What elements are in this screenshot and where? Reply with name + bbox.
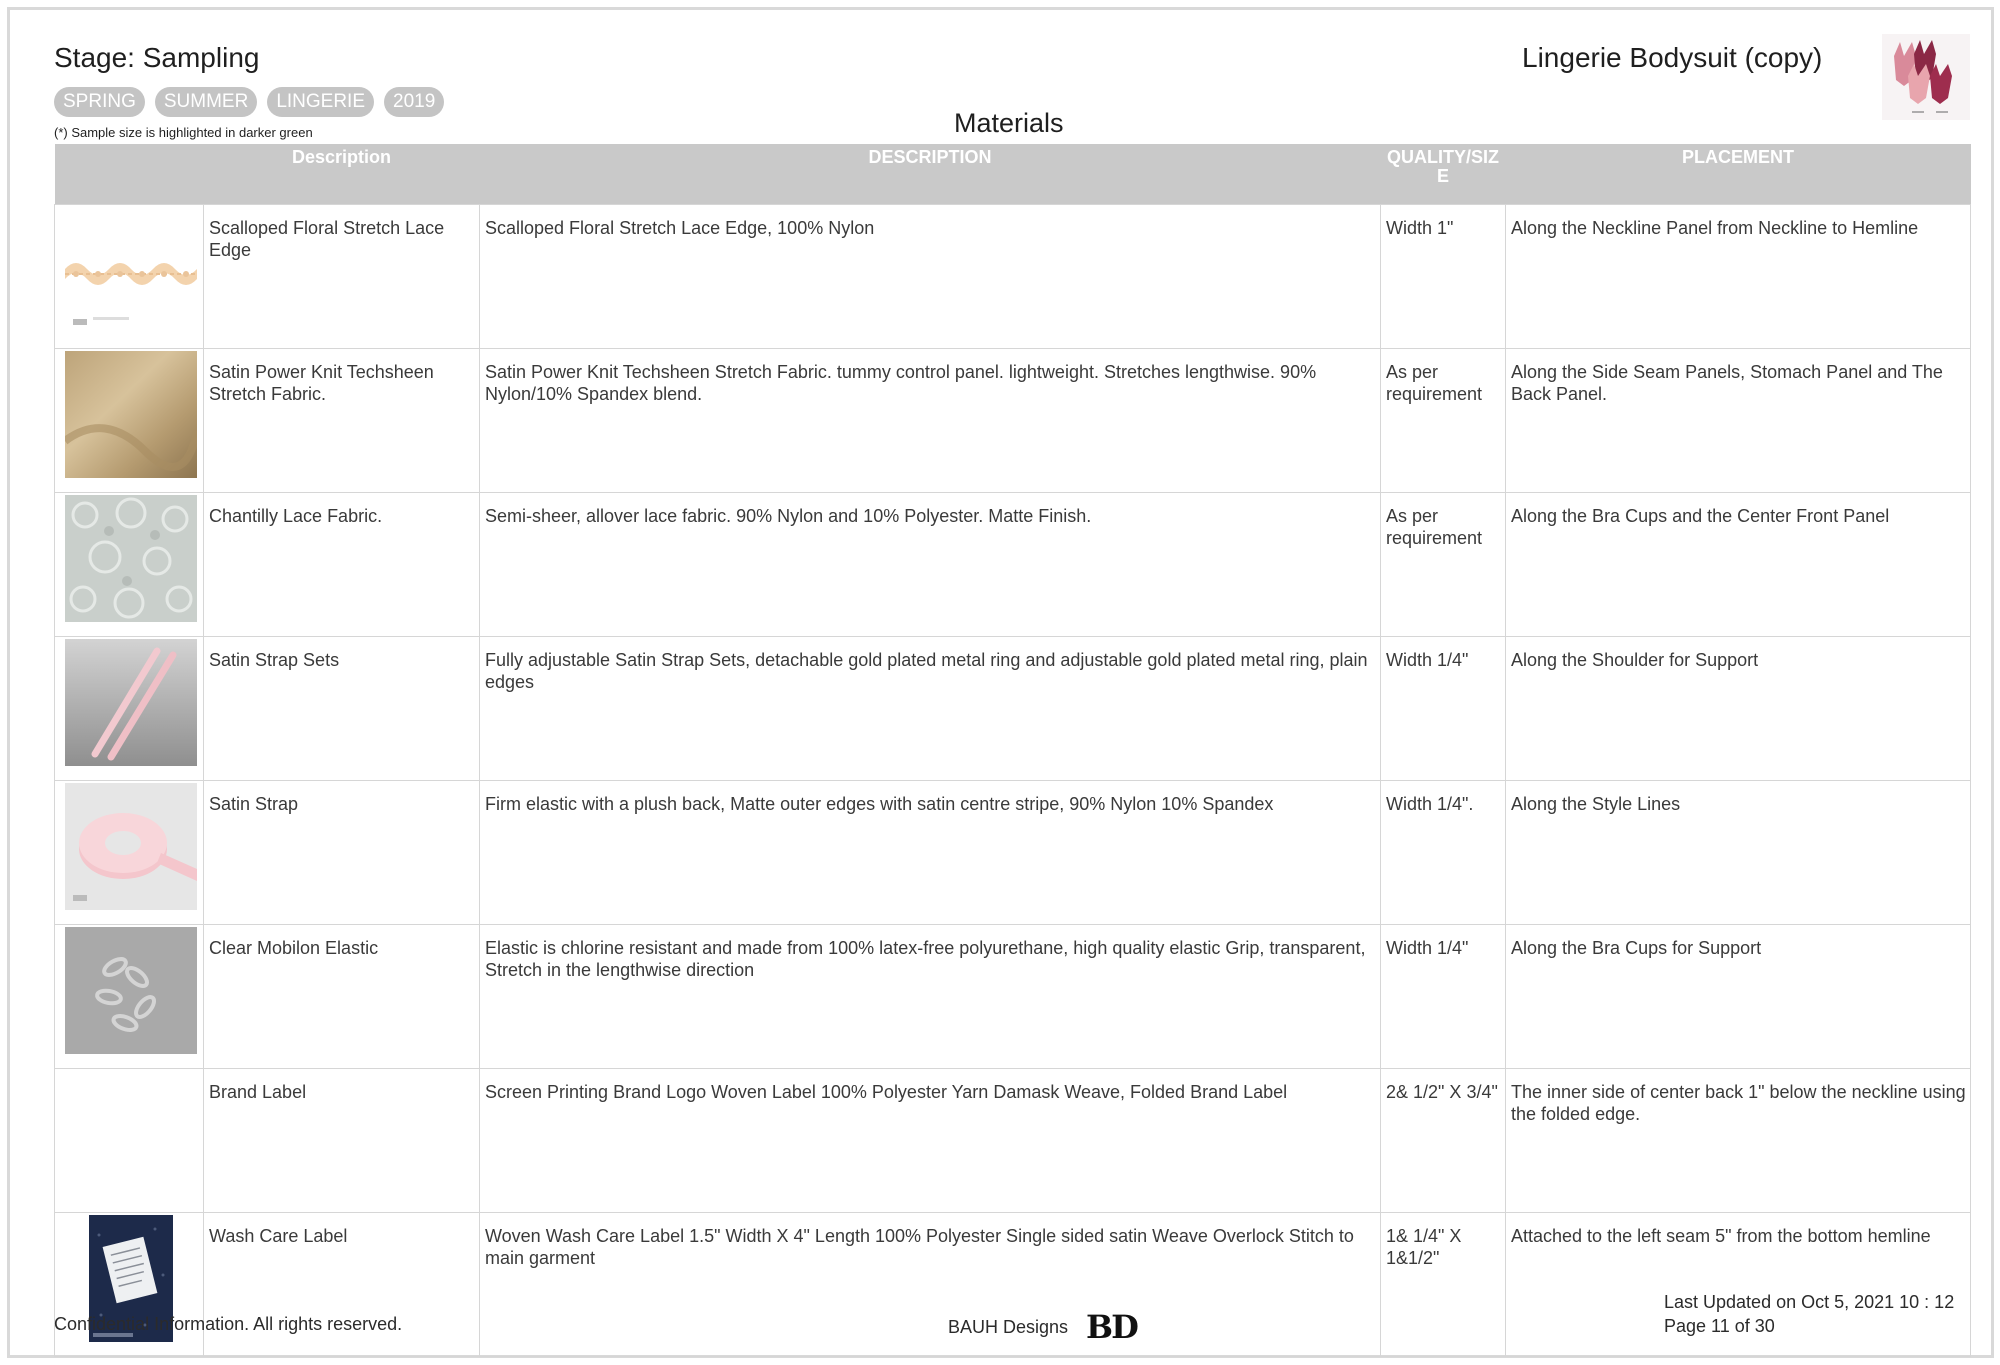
table-row bbox=[55, 205, 1971, 349]
column-header-placement: PLACEMENT bbox=[1506, 144, 1971, 205]
material-quality-size: Width 1/4" bbox=[1381, 925, 1506, 1069]
table-row bbox=[55, 637, 1971, 781]
brand-logo: BD bbox=[1086, 1308, 1137, 1346]
material-quality-size: Width 1/4". bbox=[1381, 781, 1506, 925]
material-name: Clear Mobilon Elastic bbox=[204, 925, 480, 1069]
table-row bbox=[55, 781, 1971, 925]
material-description: Firm elastic with a plush back, Matte outer edges with satin centre stripe, 90% Nylon 10% Spandex bbox=[480, 781, 1381, 925]
material-placement: Attached to the left seam 5" from the bottom hemline bbox=[1506, 1213, 1971, 1357]
material-name: Satin Power Knit Techsheen Stretch Fabric. bbox=[204, 349, 480, 493]
table-row bbox=[55, 349, 1971, 493]
tag-spring[interactable]: SPRING bbox=[54, 87, 145, 117]
tag-year[interactable]: 2019 bbox=[384, 87, 444, 117]
table-row bbox=[55, 493, 1971, 637]
column-header-description: DESCRIPTION bbox=[480, 144, 1381, 205]
bodysuit-sketch-icon bbox=[1882, 34, 1970, 120]
last-updated: Last Updated on Oct 5, 2021 10 : 12 bbox=[1664, 1292, 1955, 1312]
material-name: Satin Strap Sets bbox=[204, 637, 480, 781]
material-placement: Along the Bra Cups and the Center Front Panel bbox=[1506, 493, 1971, 637]
tag-summer[interactable]: SUMMER bbox=[155, 87, 257, 117]
table-row bbox=[55, 925, 1971, 1069]
material-description: Semi-sheer, allover lace fabric. 90% Nylon and 10% Polyester. Matte Finish. bbox=[480, 493, 1381, 637]
material-image-cell bbox=[55, 349, 204, 493]
document-page bbox=[7, 7, 1994, 1358]
satin-strap-roll-swatch-icon bbox=[65, 783, 197, 910]
material-description: Satin Power Knit Techsheen Stretch Fabric. tummy control panel. lightweight. Stretches lengthwise. 90% Nylon/10% Spandex blend. bbox=[480, 349, 1381, 493]
confidential-notice: Confidential Information. All rights reserved. bbox=[54, 1314, 403, 1334]
material-description: Fully adjustable Satin Strap Sets, detachable gold plated metal ring and adjustable gold plated metal ring, plain edges bbox=[480, 637, 1381, 781]
page-number: Page 11 of 30 bbox=[1664, 1316, 1775, 1336]
material-name: Chantilly Lace Fabric. bbox=[204, 493, 480, 637]
tag-list bbox=[54, 87, 444, 117]
strap-sets-swatch-icon bbox=[65, 639, 197, 766]
materials-table bbox=[54, 144, 1971, 1357]
material-description: Screen Printing Brand Logo Woven Label 100% Polyester Yarn Damask Weave, Folded Brand Label bbox=[480, 1069, 1381, 1213]
chantilly-lace-swatch-icon bbox=[65, 495, 197, 622]
material-placement: Along the Side Seam Panels, Stomach Panel and The Back Panel. bbox=[1506, 349, 1971, 493]
column-header-name: Description bbox=[204, 144, 480, 205]
material-quality-size: 1& 1/4" X 1&1/2" bbox=[1381, 1213, 1506, 1357]
material-description: Scalloped Floral Stretch Lace Edge, 100% Nylon bbox=[480, 205, 1381, 349]
satin-fabric-swatch-icon bbox=[65, 351, 197, 478]
material-image-cell bbox=[55, 925, 204, 1069]
material-name: Wash Care Label bbox=[204, 1213, 480, 1357]
sample-size-note: (*) Sample size is highlighted in darker green bbox=[54, 125, 313, 140]
material-name: Brand Label bbox=[204, 1069, 480, 1213]
material-name: Satin Strap bbox=[204, 781, 480, 925]
section-title: Materials bbox=[954, 108, 1064, 138]
material-quality-size: As per requirement bbox=[1381, 493, 1506, 637]
material-placement: Along the Shoulder for Support bbox=[1506, 637, 1971, 781]
material-quality-size: Width 1" bbox=[1381, 205, 1506, 349]
product-title: Lingerie Bodysuit (copy) bbox=[1522, 42, 1823, 73]
lace-edge-swatch-icon bbox=[65, 207, 197, 334]
material-image-cell bbox=[55, 637, 204, 781]
material-placement: Along the Bra Cups for Support bbox=[1506, 925, 1971, 1069]
material-quality-size: 2& 1/2" X 3/4" bbox=[1381, 1069, 1506, 1213]
material-placement: The inner side of center back 1" below the neckline using the folded edge. bbox=[1506, 1069, 1971, 1213]
material-placement: Along the Neckline Panel from Neckline to Hemline bbox=[1506, 205, 1971, 349]
material-quality-size: Width 1/4" bbox=[1381, 637, 1506, 781]
material-quality-size: As per requirement bbox=[1381, 349, 1506, 493]
material-image-cell bbox=[55, 1069, 204, 1213]
material-name: Scalloped Floral Stretch Lace Edge bbox=[204, 205, 480, 349]
material-placement: Along the Style Lines bbox=[1506, 781, 1971, 925]
table-row bbox=[55, 1069, 1971, 1213]
material-description: Woven Wash Care Label 1.5" Width X 4" Length 100% Polyester Single sided satin Weave Overlock Stitch to main garment bbox=[480, 1213, 1381, 1357]
material-description: Elastic is chlorine resistant and made from 100% latex-free polyurethane, high quality elastic Grip, transparent, Stretch in the lengthwise direction bbox=[480, 925, 1381, 1069]
product-thumbnail bbox=[1882, 34, 1970, 120]
footer-brand-block bbox=[948, 1308, 1137, 1346]
brand-name: BAUH Designs bbox=[948, 1316, 1069, 1337]
column-header-quality-size: QUALITY/SIZE bbox=[1381, 144, 1506, 205]
column-header-image bbox=[55, 144, 204, 205]
clear-elastic-swatch-icon bbox=[65, 927, 197, 1054]
material-image-cell bbox=[55, 205, 204, 349]
material-image-cell bbox=[55, 781, 204, 925]
tag-lingerie[interactable]: LINGERIE bbox=[267, 87, 374, 117]
material-image-cell bbox=[55, 493, 204, 637]
stage-title: Stage: Sampling bbox=[54, 42, 260, 73]
footer-meta bbox=[1664, 1290, 1954, 1338]
table-header-row bbox=[55, 144, 1971, 205]
